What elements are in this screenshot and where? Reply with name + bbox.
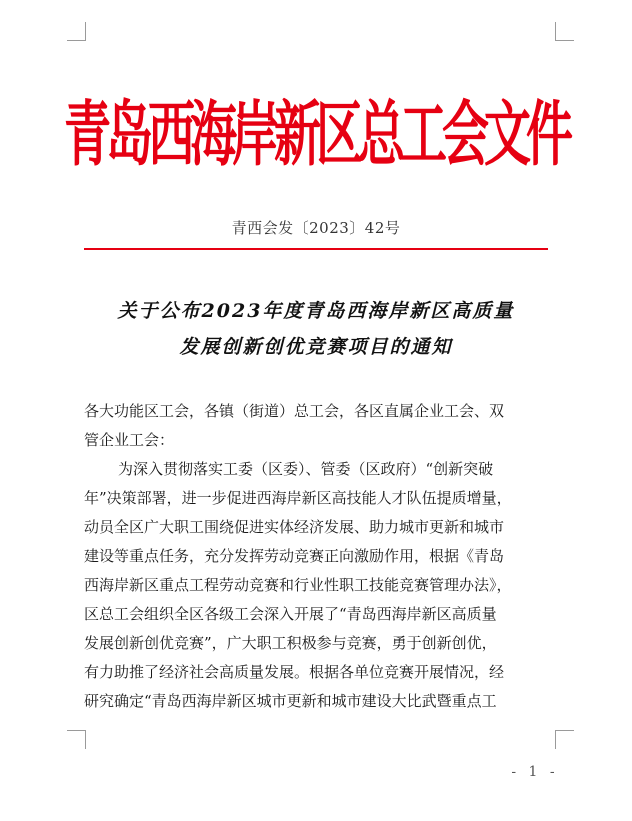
salutation-line: 各大功能区工会，各镇（街道）总工会，各区直属企业工会、双 (84, 402, 505, 420)
salutation (84, 397, 554, 455)
document-title-line: 关于公布2023年度青岛西海岸新区高质量 (117, 300, 515, 322)
body-line: 西海岸新区重点工程劳动竞赛和行业性职工技能竞赛管理办法》， (84, 576, 512, 594)
body-line: 为深入贯彻落实工委（区委）、管委（区政府）“创新突破 (118, 460, 494, 478)
body-line: 有力助推了经济社会高质量发展。根据各单位竞赛开展情况，经 (84, 663, 505, 681)
salutation-line: 管企业工会： (84, 431, 175, 449)
crop-mark-top-left (67, 22, 86, 41)
body-paragraph (84, 455, 554, 716)
crop-mark-bottom-left (67, 730, 86, 749)
document-title (84, 293, 548, 365)
body-line: 发展创新创优竞赛”，广大职工积极参与竞赛，勇于创新创优， (84, 634, 497, 652)
body-line: 动员全区广大职工围绕促进实体经济发展、助力城市更新和城市 (84, 518, 505, 536)
document-number: 青西会发〔2023〕42号 (231, 219, 401, 237)
body-line: 区总工会组织全区各级工会深入开展了“青岛西海岸新区高质量 (84, 605, 497, 623)
crop-mark-top-right (555, 22, 574, 41)
document-title-line: 发展创新创优竞赛项目的通知 (179, 336, 453, 358)
body-line: 建设等重点任务，充分发挥劳动竞赛正向激励作用，根据《青岛 (84, 547, 505, 565)
crop-mark-bottom-right (555, 730, 574, 749)
red-separator-line (84, 248, 548, 250)
page-number: - 1 - (511, 764, 559, 780)
body-line: 研究确定“青岛西海岸新区城市更新和城市建设大比武暨重点工 (84, 692, 497, 710)
body-line: 年”决策部署，进一步促进西海岸新区高技能人才队伍提质增量， (84, 489, 512, 507)
document-masthead: 青岛西海岸新区总工会文件 (64, 94, 568, 177)
